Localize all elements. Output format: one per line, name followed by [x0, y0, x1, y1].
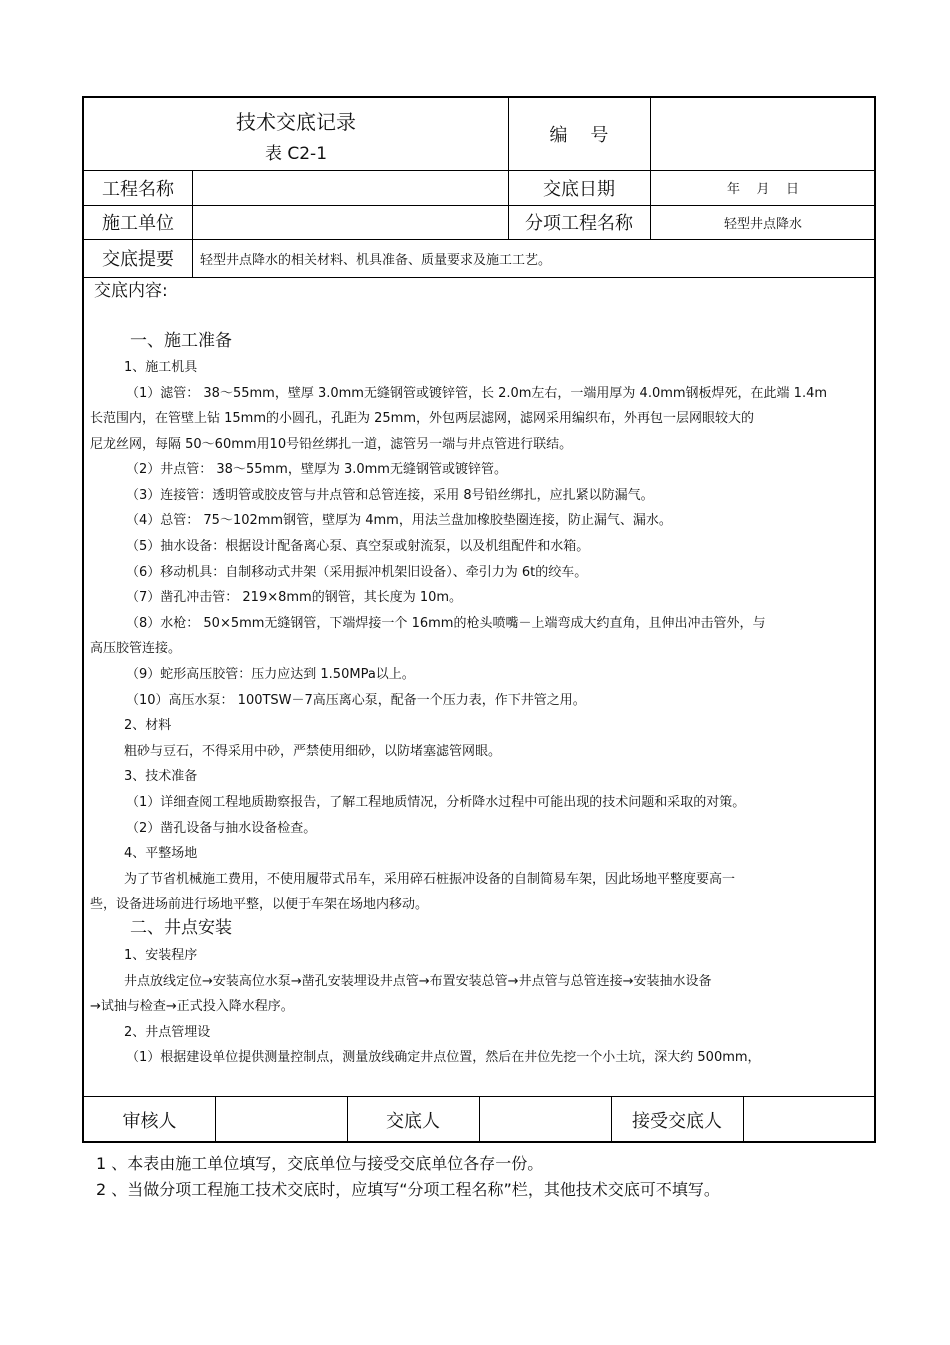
content-line: （4）总管： 75～102mm钢管，壁厚为 4mm，用法兰盘加橡胶垫圈连接，防止漏气、漏水。: [126, 513, 672, 528]
content-line: 长范围内，在管壁上钻 15mm的小圆孔，孔距为 25mm，外包两层滤网，滤网采用编织布，外再包一层网眼较大的: [90, 411, 755, 426]
subsection-heading: 1、安装程序: [124, 948, 198, 963]
content-line: （1）详细查阅工程地质勘察报告，了解工程地质情况，分析降水过程中可能出现的技术问题和采取的对策。: [126, 795, 746, 810]
reviewer-label: 审核人: [122, 1110, 177, 1132]
content-line: （5）抽水设备：根据设计配备离心泵、真空泵或射流泵，以及机组配件和水箱。: [126, 539, 590, 554]
content-label: 交底内容:: [94, 281, 168, 301]
content-line: （3）连接管：透明管或胶皮管与井点管和总管连接，采用 8号铅丝绑扎，应扎紧以防漏气。: [126, 488, 654, 503]
construction-unit-label: 施工单位: [102, 213, 174, 234]
row-divider: [84, 277, 874, 278]
footnote: 2 、当做分项工程施工技术交底时，应填写“分项工程名称”栏，其他技术交底可不填写。: [96, 1180, 720, 1199]
subsection-heading: 2、井点管埋设: [124, 1025, 211, 1040]
content-line: （9）蛇形高压胶管：压力应达到 1.50MPa以上。: [126, 667, 415, 682]
discloser-label: 交底人: [386, 1110, 440, 1132]
receiver-field[interactable]: [743, 1096, 874, 1143]
date-label: 交底日期: [543, 178, 615, 200]
subsection-heading: 4、平整场地: [124, 846, 198, 861]
disclosure-form: [82, 96, 876, 1143]
content-line: （2）凿孔设备与抽水设备检查。: [126, 821, 317, 836]
content-line: 些，设备进场前进行场地平整，以便于车架在场地内移动。: [90, 897, 429, 912]
content-line: 粗砂与豆石，不得采用中砂，严禁使用细砂，以防堵塞滤管网眼。: [124, 744, 502, 759]
section-heading: 二、井点安装: [130, 918, 232, 938]
date-field[interactable]: 年 月 日: [726, 182, 800, 197]
content-line: （10）高压水泵： 100TSW－7高压离心泵，配备一个压力表，作下井管之用。: [126, 693, 586, 708]
content-line: （8）水枪： 50×5mm无缝钢管，下端焊接一个 16mm的枪头喷嘴－上端弯成大约直角，且伸出冲击管外，与: [126, 616, 766, 631]
form-title: 技术交底记录: [236, 109, 356, 134]
content-line: 为了节省机械施工费用，不使用履带式吊车，采用碎石桩振冲设备的自制简易车架，因此场地平整度要高一: [124, 872, 736, 887]
form-number: 表 C2-1: [264, 143, 328, 164]
receiver-label: 接受交底人: [632, 1110, 722, 1132]
content-line: 尼龙丝网，每隔 50～60mm用10号铅丝绑扎一道，滤管另一端与井点管进行联结。: [90, 437, 573, 452]
project-name-label: 工程名称: [102, 178, 174, 200]
reviewer-field[interactable]: [215, 1096, 347, 1143]
content-line: （7）凿孔冲击管： 219×8mm的钢管，其长度为 10m。: [126, 590, 463, 605]
sub-project-label: 分项工程名称: [525, 213, 633, 234]
serial-number-field[interactable]: [650, 98, 876, 170]
content-line: （6）移动机具：自制移动式井架（采用振冲机架旧设备）、牵引力为 6t的绞车。: [126, 565, 588, 580]
footnote: 1 、本表由施工单位填写，交底单位与接受交底单位各存一份。: [96, 1154, 544, 1173]
construction-unit-field[interactable]: [192, 205, 508, 239]
content-line: 高压胶管连接。: [90, 641, 182, 656]
sub-project-field[interactable]: 轻型井点降水: [723, 216, 802, 232]
summary-field[interactable]: 轻型井点降水的相关材料、机具准备、质量要求及施工工艺。: [200, 252, 552, 268]
content-line: （2）井点管： 38～55mm，壁厚为 3.0mm无缝钢管或镀锌管。: [126, 462, 507, 477]
summary-label: 交底提要: [102, 249, 174, 270]
discloser-field[interactable]: [479, 1096, 611, 1143]
project-name-field[interactable]: [192, 170, 508, 205]
subsection-heading: 1、施工机具: [124, 360, 198, 375]
content-line: 井点放线定位→安装高位水泵→凿孔安装埋设井点管→布置安装总管→井点管与总管连接→安装抽水设备: [124, 974, 712, 989]
subsection-heading: 3、技术准备: [124, 769, 198, 784]
section-heading: 一、施工准备: [130, 331, 232, 351]
content-line: →试抽与检查→正式投入降水程序。: [90, 999, 294, 1014]
subsection-heading: 2、材料: [124, 718, 172, 733]
content-line: （1）根据建设单位提供测量控制点，测量放线确定井点位置，然后在井位先挖一个小土坑，深大约 500mm，: [126, 1050, 761, 1065]
content-line: （1）滤管： 38～55mm，壁厚 3.0mm无缝钢管或镀锌管，长 2.0m左右，一端用厚为 4.0mm钢板焊死，在此端 1.4m: [126, 386, 828, 401]
serial-number-label: 编 号: [549, 125, 609, 146]
